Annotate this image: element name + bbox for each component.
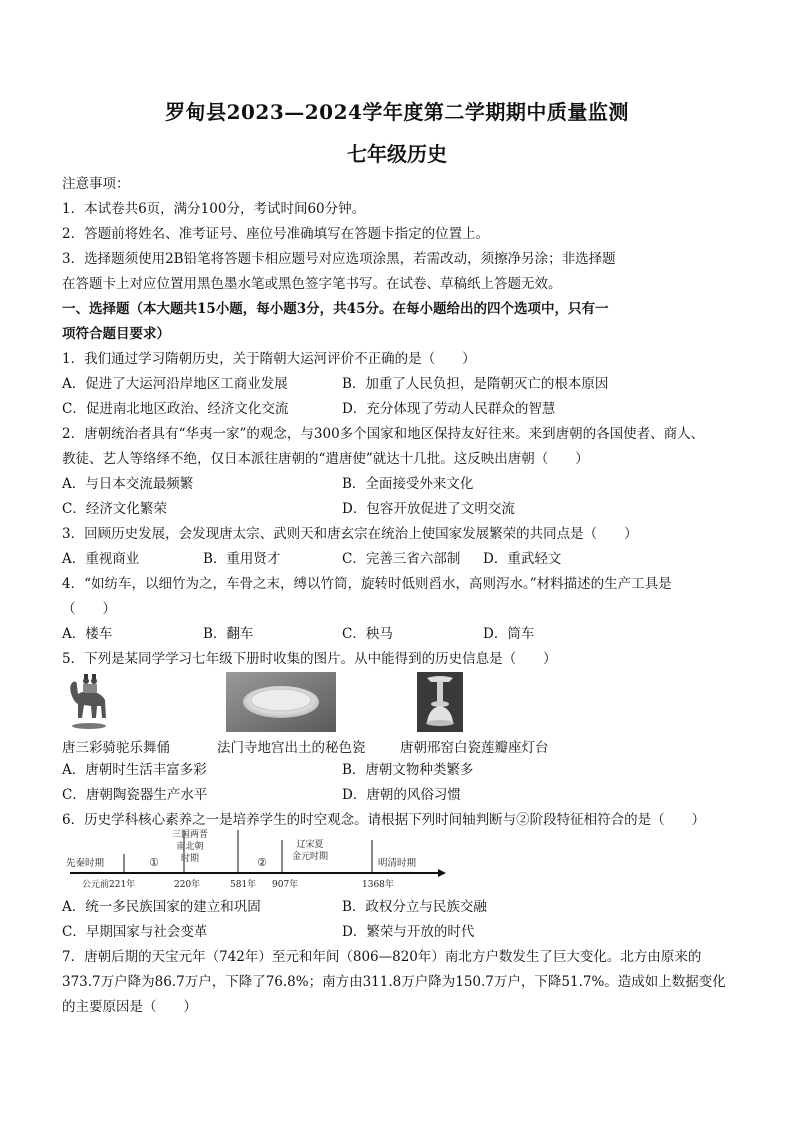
note-item: 3．选择题须使用2B铅笔将答题卡相应题号对应选项涂黑，若需改动，须擦净另涂；非选择题	[62, 251, 616, 267]
q3-option-b[interactable]: B．重用贤才	[203, 551, 281, 567]
q3-option-c[interactable]: C．完善三省六部制	[342, 551, 461, 567]
question-3-stem: 3．回顾历史发展，会发现唐太宗、武则天和唐玄宗在统治上使国家发展繁荣的共同点是（ ）	[62, 526, 638, 542]
q2-option-c[interactable]: C．经济文化繁荣	[62, 501, 167, 517]
timeline-year: 907年	[272, 880, 299, 890]
q5-option-a[interactable]: A．唐朝时生活丰富多彩	[62, 762, 207, 778]
notes-heading: 注意事项：	[62, 176, 130, 192]
q5-option-c[interactable]: C．唐朝陶瓷器生产水平	[62, 787, 208, 803]
q1-option-d[interactable]: D．充分体现了劳动人民群众的智慧	[342, 401, 556, 417]
note-item: 2．答题前将姓名、准考证号、座位号准确填写在答题卡指定的位置上。	[62, 226, 490, 242]
q4-option-d[interactable]: D．筒车	[483, 626, 535, 642]
q2-option-d[interactable]: D．包容开放促进了文明交流	[342, 501, 515, 517]
question-1-stem: 1．我们通过学习隋朝历史，关于隋朝大运河评价不正确的是（ ）	[62, 351, 476, 367]
timeline-year: 公元前221年	[82, 880, 136, 890]
timeline-year: 1368年	[362, 880, 394, 890]
q6-option-b[interactable]: B．政权分立与民族交融	[342, 899, 487, 915]
question-4-stem-cont: （ ）	[62, 601, 116, 617]
question-4-stem: 4．“如纺车，以细竹为之，车骨之末，缚以竹筒，旋转时低则舀水，高则泻水。”材料描述的生产工具是	[62, 576, 672, 592]
section-heading-cont: 项符合题目要求）	[62, 326, 170, 342]
question-6-stem: 6．历史学科核心素养之一是培养学生的时空观念。请根据下列时间轴判断与②阶段特征相符合的是（ ）	[62, 812, 706, 828]
q1-option-a[interactable]: A．促进了大运河沿岸地区工商业发展	[62, 376, 288, 392]
question-2-stem: 2．唐朝统治者具有“华夷一家”的观念，与300多个国家和地区保持友好往来。来到唐朝的各国使者、商人、	[62, 426, 705, 442]
q4-option-b[interactable]: B．翻车	[203, 626, 254, 642]
timeline-top-label: 时期	[180, 854, 200, 864]
q4-option-a[interactable]: A．楼车	[62, 626, 113, 642]
question-7-stem: 7．唐朝后期的天宝元年（742年）至元和年间（806—820年）南北方户数发生了巨大变化。北方由原来的	[62, 949, 702, 965]
q5-option-d[interactable]: D．唐朝的风俗习惯	[342, 787, 461, 803]
exam-title: 罗甸县2023—2024学年度第二学期期中质量监测	[165, 100, 629, 124]
question-5-stem: 5．下列是某同学学习七年级下册时收集的图片。从中能得到的历史信息是（ ）	[62, 651, 557, 667]
note-item: 1．本试卷共6页，满分100分，考试时间60分钟。	[62, 201, 366, 217]
section-heading: 一、选择题（本大题共15小题，每小题3分，共45分。在每小题给出的四个选项中，只有一	[62, 301, 609, 317]
exam-subject: 七年级历史	[347, 142, 447, 166]
timeline-segment: 明清时期	[378, 858, 417, 869]
timeline-segment: ②	[257, 856, 267, 869]
q2-option-a[interactable]: A．与日本交流最频繁	[62, 476, 194, 492]
image-caption-1: 唐三彩骑驼乐舞俑	[62, 740, 170, 756]
question-7-stem-cont: 的主要原因是（ ）	[62, 999, 197, 1015]
q6-option-d[interactable]: D．繁荣与开放的时代	[342, 924, 475, 940]
timeline-top-label: 金元时期	[291, 852, 329, 862]
timeline-year: 220年	[174, 880, 201, 890]
timeline-year: 581年	[230, 880, 257, 890]
q2-option-b[interactable]: B．全面接受外来文化	[342, 476, 474, 492]
timeline-top-label: 三国两晋	[171, 830, 209, 840]
timeline-top-label: 辽宋夏	[296, 840, 324, 850]
q3-option-d[interactable]: D．重武轻文	[483, 551, 562, 567]
camel-figurine-image	[64, 672, 114, 730]
question-2-stem-cont: 教徒、艺人等络绎不绝，仅日本派往唐朝的“遣唐使”就达十几批。这反映出唐朝（ ）	[62, 451, 589, 467]
image-caption-2: 法门寺地宫出土的秘色瓷	[217, 740, 366, 756]
timeline-top-label: 南北朝	[176, 842, 204, 852]
image-caption-3: 唐朝邢窑白瓷莲瓣座灯台	[400, 740, 549, 756]
q1-option-b[interactable]: B．加重了人民负担，是隋朝灭亡的根本原因	[342, 376, 609, 392]
question-7-stem-cont: 373.7万户降为86.7万户，下降了76.8%；南方由311.8万户降为150.7万户，下降51.7%。造成如上数据变化	[62, 974, 726, 990]
q4-option-c[interactable]: C．秧马	[342, 626, 393, 642]
timeline-segment: ①	[149, 856, 159, 869]
q5-option-b[interactable]: B．唐朝文物种类繁多	[342, 762, 474, 778]
q1-option-c[interactable]: C．促进南北地区政治、经济文化交流	[62, 401, 289, 417]
timeline-segment: 先秦时期	[66, 858, 105, 869]
note-item: 在答题卡上对应位置用黑色墨水笔或黑色签字笔书写。在试卷、草稿纸上答题无效。	[62, 276, 562, 292]
q6-option-c[interactable]: C．早期国家与社会变革	[62, 924, 208, 940]
q3-option-a[interactable]: A．重视商业	[62, 551, 140, 567]
history-timeline	[66, 828, 446, 890]
lotus-lamp-stand-image	[417, 672, 463, 732]
q6-option-a[interactable]: A．统一多民族国家的建立和巩固	[62, 899, 261, 915]
celadon-bowl-image	[226, 672, 336, 732]
